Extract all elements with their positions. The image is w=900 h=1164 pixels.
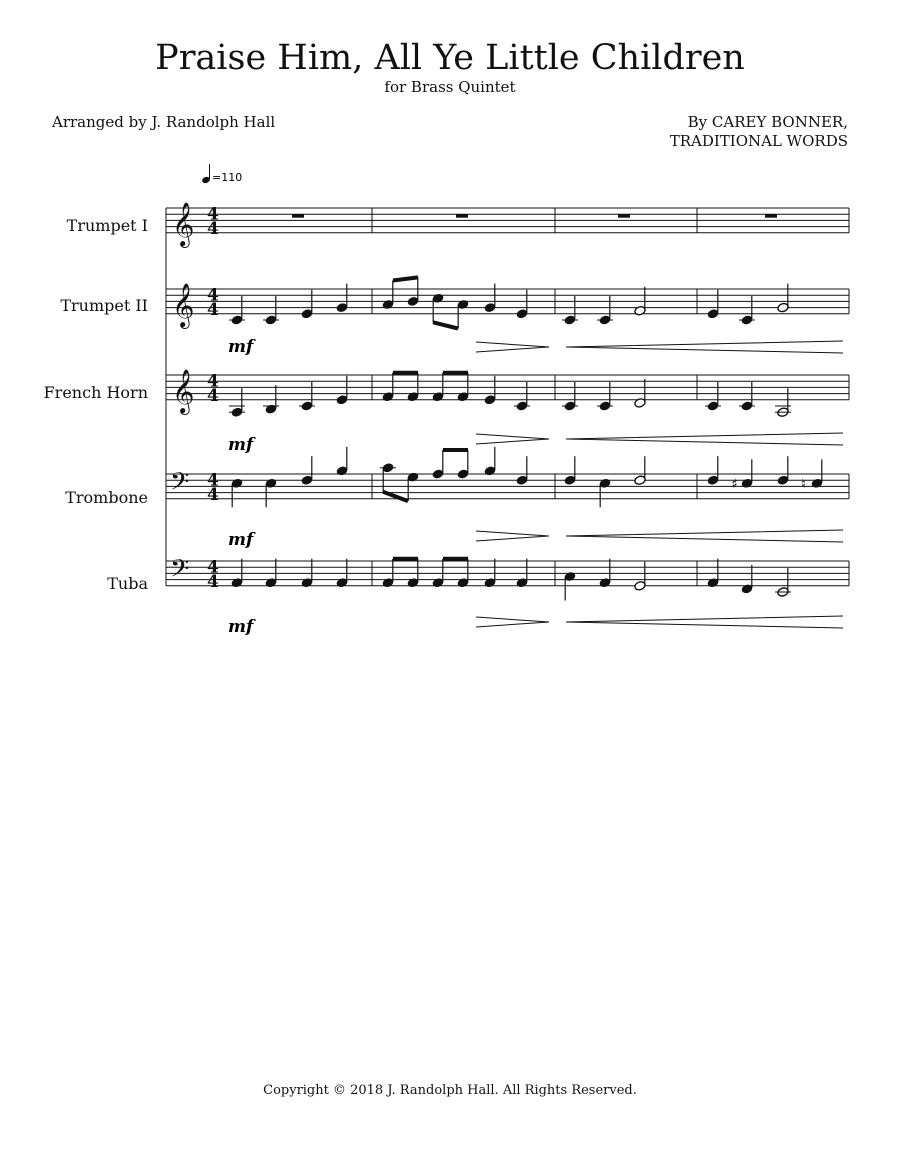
dynamic-mark: mf <box>228 530 254 550</box>
note <box>336 376 348 405</box>
note <box>484 447 496 476</box>
note <box>777 456 789 485</box>
note <box>741 296 753 325</box>
hairpin-dynamics <box>476 530 843 542</box>
note <box>777 388 789 417</box>
time-signature-numerator: 4 <box>207 371 219 392</box>
decrescendo-hairpin <box>476 434 549 444</box>
crescendo-hairpin <box>566 530 843 542</box>
arranger-credit: Arranged by J. Randolph Hall <box>52 113 276 131</box>
whole-rest <box>456 214 468 218</box>
time-signature-denominator: 4 <box>207 218 219 239</box>
tempo-value: =110 <box>212 171 243 184</box>
decrescendo-hairpin <box>476 342 549 352</box>
note <box>707 382 719 411</box>
sharp-accidental: ♯ <box>731 476 738 493</box>
score-title: Praise Him, All Ye Little Children <box>155 38 745 78</box>
note <box>336 284 348 313</box>
beam <box>383 492 408 501</box>
dynamic-mf-trombone <box>228 530 256 550</box>
note <box>457 450 469 479</box>
note <box>432 450 444 479</box>
time-signature-numerator: 4 <box>207 470 219 491</box>
bass-clef-icon: 𝄢 <box>170 467 190 503</box>
note <box>777 568 789 597</box>
note <box>634 456 646 485</box>
instrument-label-trumpet-2: Trumpet II <box>60 296 148 315</box>
dynamic-mark: mf <box>228 337 254 357</box>
time-signature-denominator: 4 <box>207 484 219 505</box>
treble-clef-icon: 𝄞 <box>172 201 195 246</box>
note <box>564 296 576 325</box>
decrescendo-hairpin <box>476 531 549 541</box>
crescendo-hairpin <box>566 616 843 628</box>
note <box>301 382 313 411</box>
dynamic-mark: mf <box>228 617 254 637</box>
time-signature-denominator: 4 <box>207 571 219 592</box>
composer-line-1: By CAREY BONNER, <box>687 113 848 131</box>
note <box>599 382 611 411</box>
decrescendo-hairpin <box>476 617 549 627</box>
crescendo-hairpin <box>566 341 843 353</box>
whole-rest <box>765 214 777 218</box>
beam <box>393 277 418 280</box>
note <box>301 290 313 319</box>
time-signature-numerator: 4 <box>207 204 219 225</box>
score-subtitle: for Brass Quintet <box>384 78 516 96</box>
hairpin-dynamics <box>476 433 843 445</box>
instrument-label-french-horn: French Horn <box>43 383 148 402</box>
note <box>707 290 719 319</box>
note <box>516 290 528 319</box>
note <box>599 296 611 325</box>
treble-clef-icon: 𝄞 <box>172 368 195 413</box>
copyright-notice: Copyright © 2018 J. Randolph Hall. All Rights Reserved. <box>263 1083 637 1098</box>
composer-line-2: TRADITIONAL WORDS <box>669 132 848 150</box>
time-signature-denominator: 4 <box>207 299 219 320</box>
note <box>707 456 719 485</box>
staff-1 <box>166 202 849 248</box>
tempo-marking <box>201 164 242 184</box>
note <box>634 562 646 591</box>
note <box>382 462 394 491</box>
note <box>484 376 496 405</box>
natural-accidental: ♮ <box>801 476 807 493</box>
note <box>407 277 419 306</box>
instrument-label-trumpet-1: Trumpet I <box>66 216 148 235</box>
note <box>484 284 496 313</box>
note <box>516 382 528 411</box>
dynamic-mf-tuba <box>228 617 256 637</box>
note <box>265 296 277 325</box>
note <box>741 382 753 411</box>
instrument-label-trombone: Trombone <box>65 488 148 507</box>
time-signature-numerator: 4 <box>207 285 219 306</box>
whole-rest <box>618 214 630 218</box>
note <box>777 284 789 313</box>
dynamic-mf-trumpet-2 <box>228 337 256 357</box>
time-signature-denominator: 4 <box>207 385 219 406</box>
note <box>564 456 576 485</box>
time-signature-numerator: 4 <box>207 557 219 578</box>
whole-rest <box>292 214 304 218</box>
note <box>231 296 243 325</box>
note <box>516 456 528 485</box>
instrument-label-tuba: Tuba <box>107 574 148 593</box>
dynamic-mf-french-horn <box>228 435 256 455</box>
bass-clef-icon: 𝄢 <box>170 554 190 590</box>
note <box>564 382 576 411</box>
crescendo-hairpin <box>566 433 843 445</box>
note <box>301 456 313 485</box>
beam <box>433 322 458 328</box>
note <box>336 447 348 476</box>
treble-clef-icon: 𝄞 <box>172 282 195 327</box>
note <box>231 388 243 417</box>
dynamic-mark: mf <box>228 435 254 455</box>
hairpin-dynamics <box>476 341 843 353</box>
hairpin-dynamics <box>476 616 843 628</box>
